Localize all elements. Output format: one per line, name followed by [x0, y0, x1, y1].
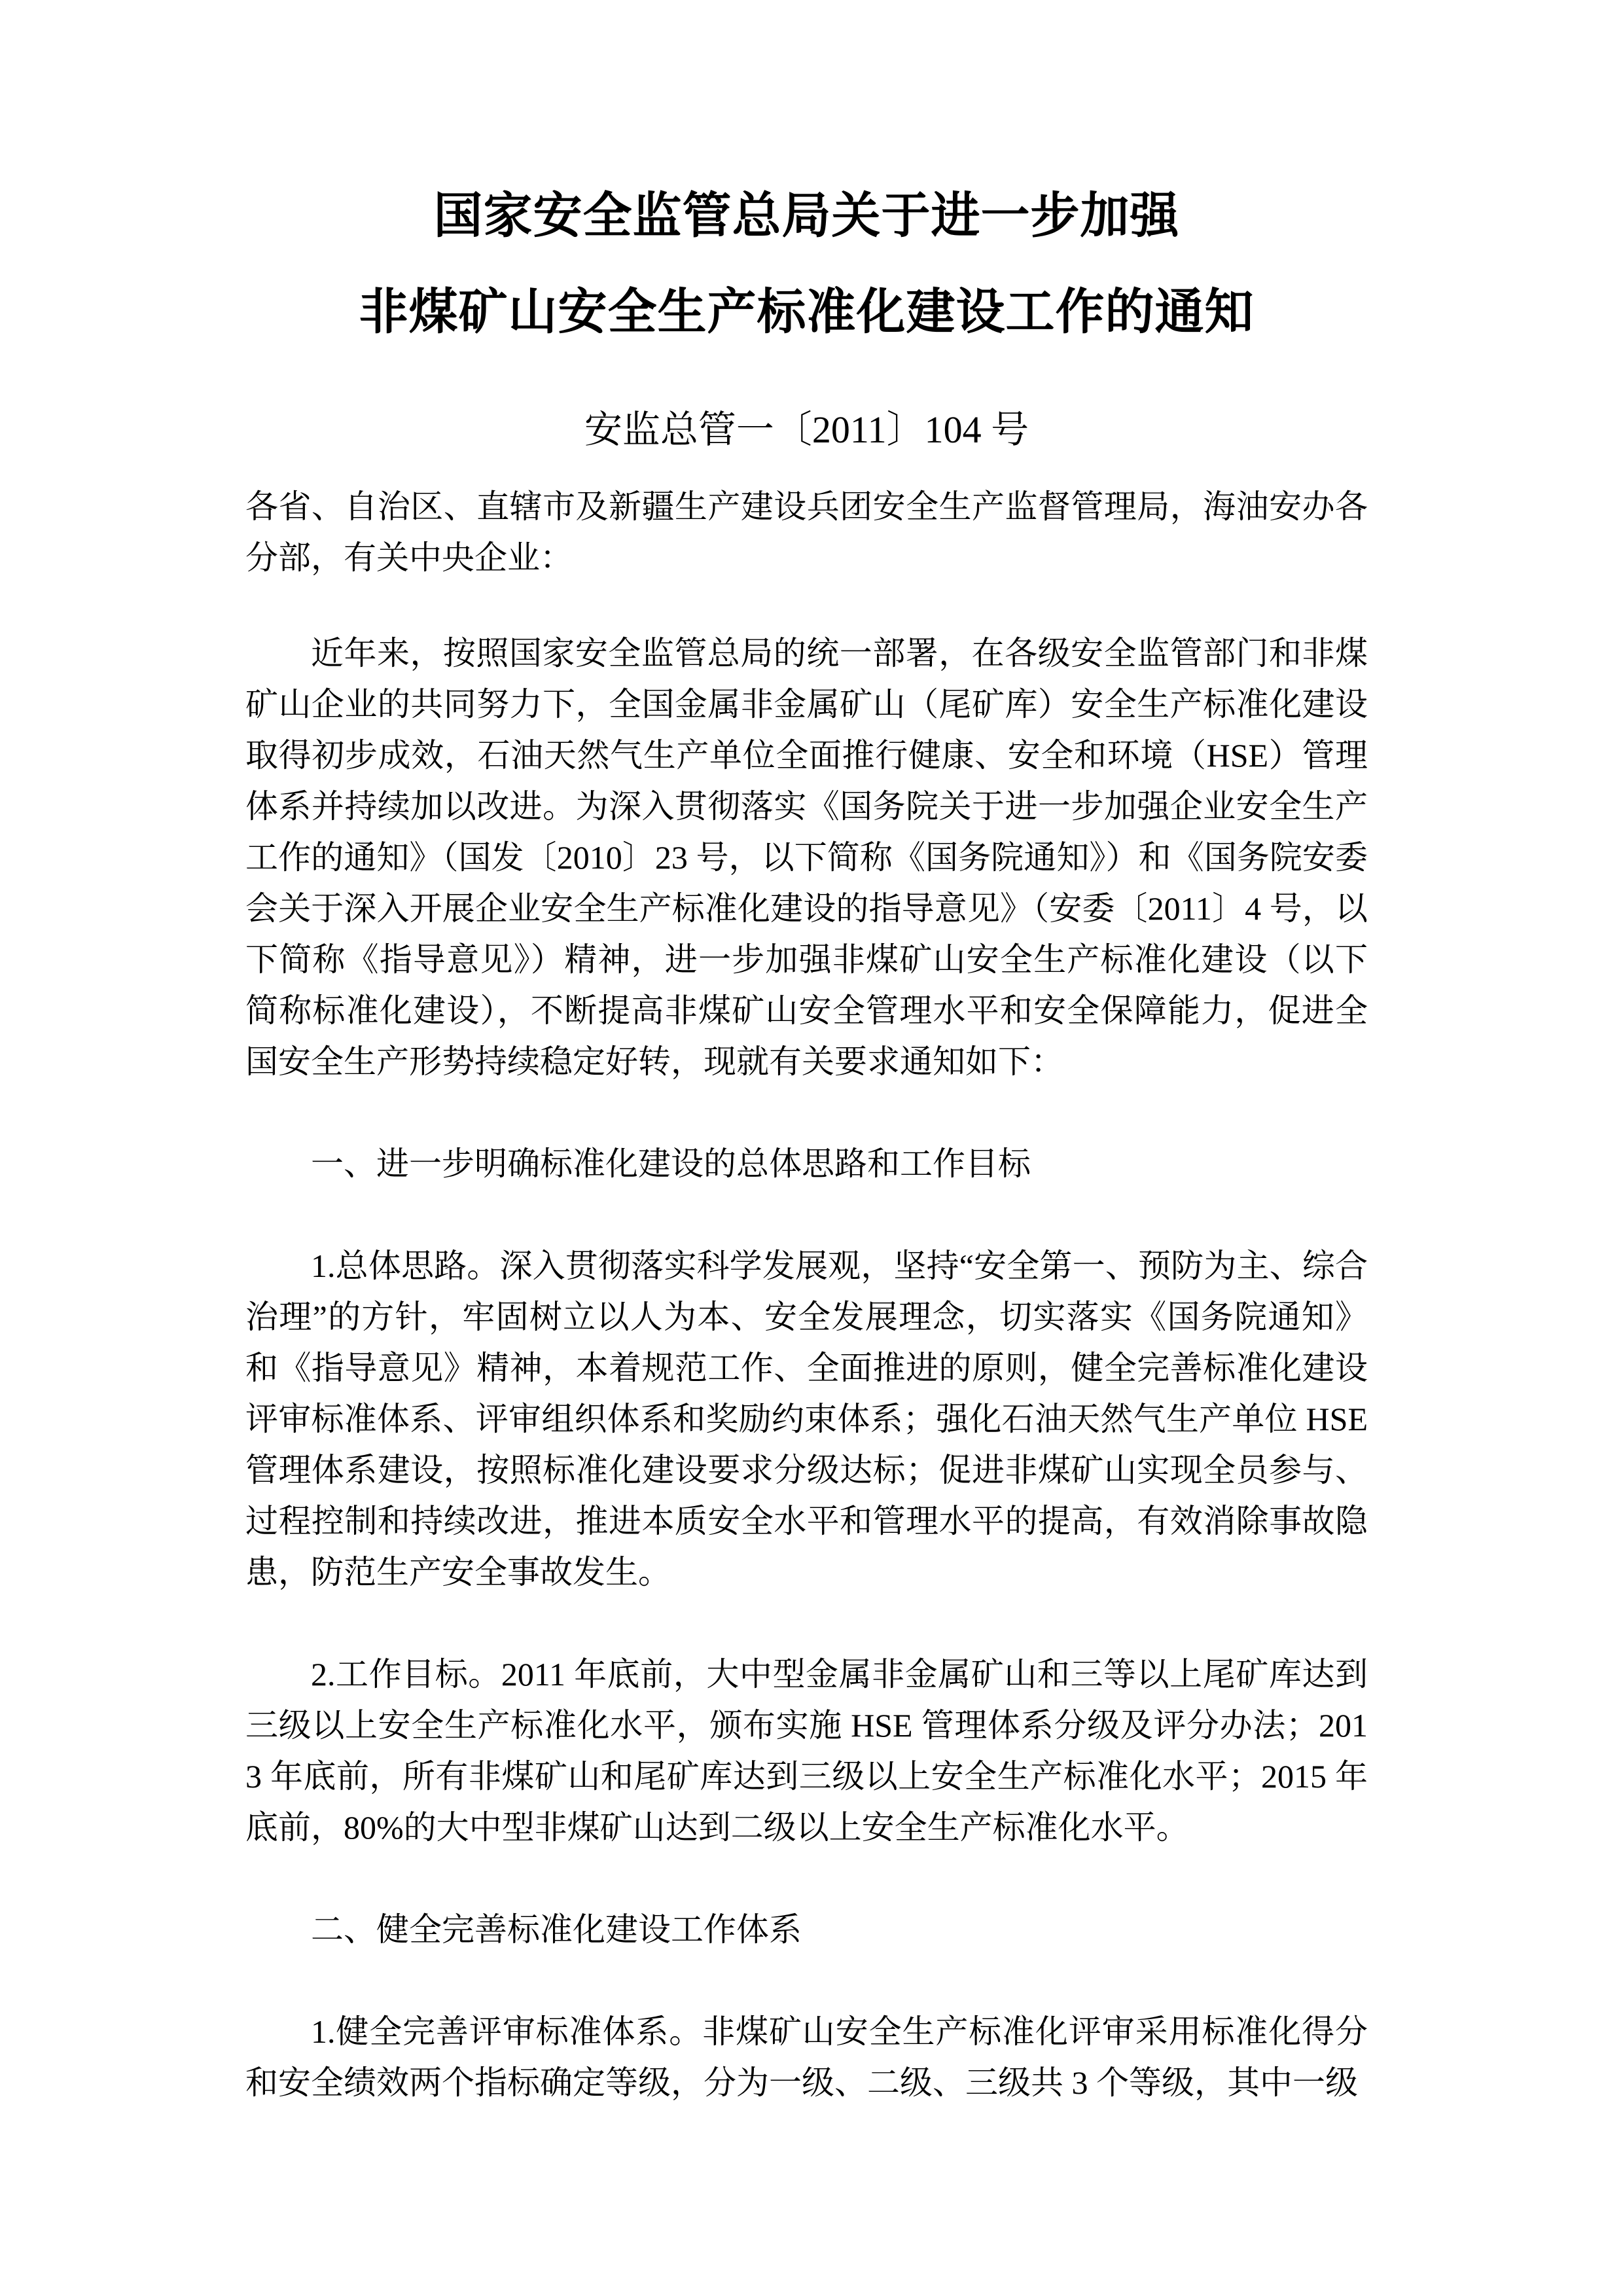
section-1-paragraph-2: 2.工作目标。2011 年底前，大中型金属非金属矿山和三等以上尾矿库达到三级以上安全生产标准化水平，颁布实施 HSE 管理体系分级及评分办法；2013 年底前，所有非煤矿山和尾矿库达到三级以上安全生产标准化水平；2015 年底前，80%的大中型非煤矿山达到二级以上安全生产标准化水平。	[245, 1656, 1368, 1846]
section-2-heading: 二、健全完善标准化建设工作体系	[311, 1911, 802, 1948]
intro-paragraph: 近年来，按照国家安全监管总局的统一部署，在各级安全监管部门和非煤矿山企业的共同努力下，全国金属非金属矿山（尾矿库）安全生产标准化建设取得初步成效，石油天然气生产单位全面推行健康、安全和环境（HSE）管理体系并持续加以改进。为深入贯彻落实《国务院关于进一步加强企业安全生产工作的通知》（国发〔2010〕23 号，以下简称《国务院通知》）和《国务院安委会关于深入开展企业安全生产标准化建设的指导意见》（安委〔2011〕4 号，以下简称《指导意见》）精神，进一步加强非煤矿山安全生产标准化建设（以下简称标准化建设），不断提高非煤矿山安全管理水平和安全保障能力，促进全国安全生产形势持续稳定好转，现就有关要求通知如下：	[245, 635, 1368, 1080]
document-title-line-2: 非煤矿山安全生产标准化建设工作的通知	[359, 285, 1255, 340]
salutation-paragraph: 各省、自治区、直辖市及新疆生产建设兵团安全生产监督管理局，海油安办各分部，有关中央企业：	[245, 488, 1368, 576]
section-1-paragraph-1: 1.总体思路。深入贯彻落实科学发展观，坚持“安全第一、预防为主、综合治理”的方针，牢固树立以人为本、安全发展理念，切实落实《国务院通知》和《指导意见》精神，本着规范工作、全面推进的原则，健全完善标准化建设评审标准体系、评审组织体系和奖励约束体系；强化石油天然气生产单位 HSE 管理体系建设，按照标准化建设要求分级达标；促进非煤矿山实现全员参与、过程控制和持续改进，推进本质安全水平和管理水平的提高，有效消除事故隐患，防范生产安全事故发生。	[245, 1247, 1368, 1590]
section-1-heading: 一、进一步明确标准化建设的总体思路和工作目标	[311, 1145, 1031, 1182]
section-2-paragraph-1: 1.健全完善评审标准体系。非煤矿山安全生产标准化评审采用标准化得分和安全绩效两个指标确定等级，分为一级、二级、三级共 3 个等级，其中一级	[245, 2013, 1368, 2101]
document-number: 安监总管一〔2011〕104 号	[584, 408, 1029, 451]
document-title-line-1: 国家安全监管总局关于进一步加强	[433, 189, 1180, 243]
